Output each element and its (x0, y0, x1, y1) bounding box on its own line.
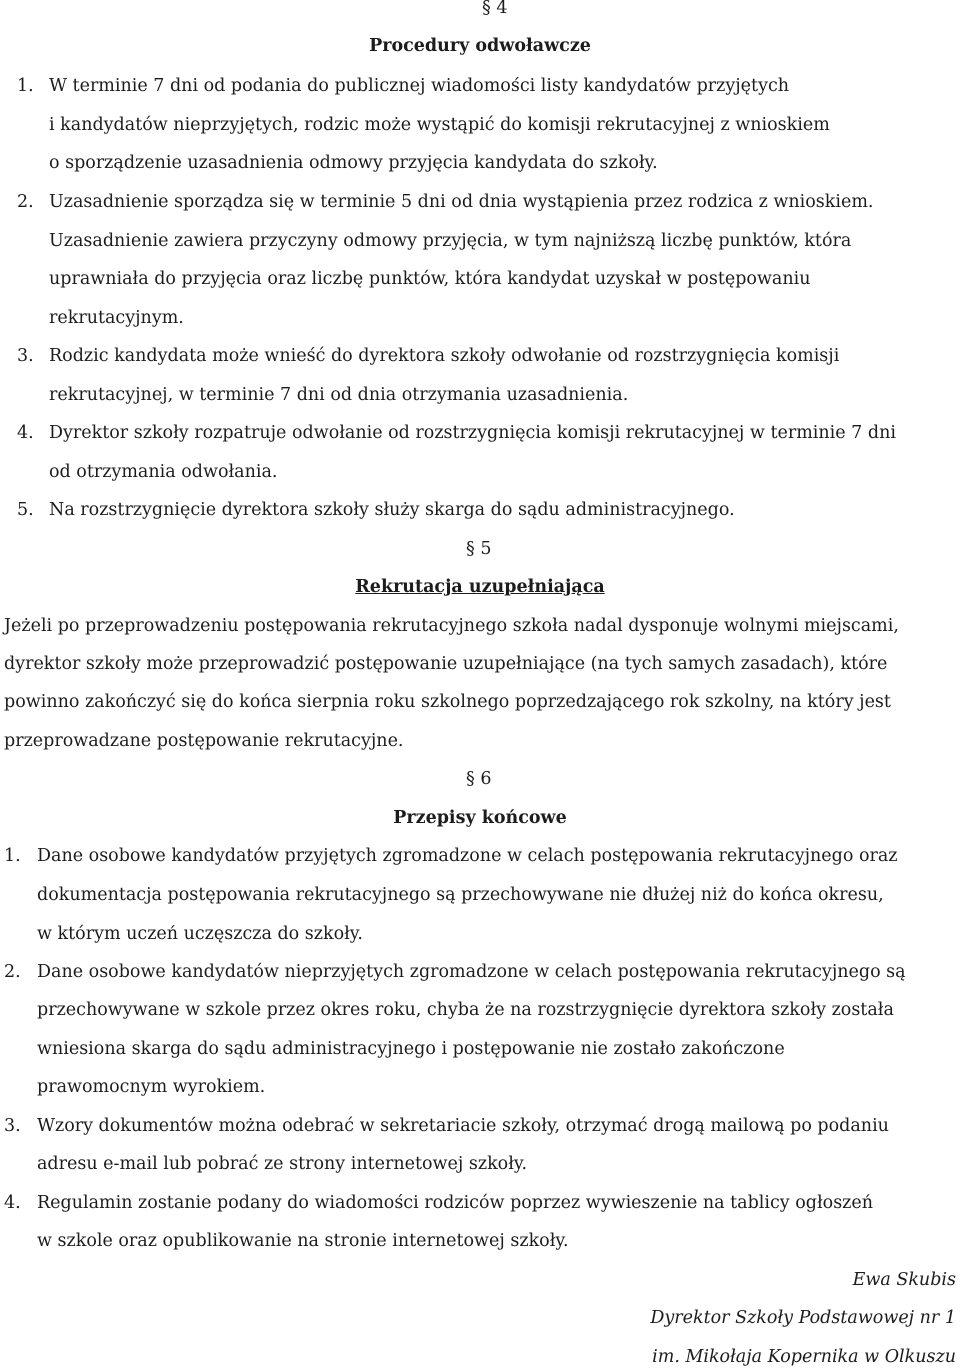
paragraph-line: uprawniała do przyjęcia oraz liczbę punktów, która kandydat uzyskał w postępowaniu (49, 269, 811, 289)
paragraph-line: Na rozstrzygnięcie dyrektora szkoły służy skarga do sądu administracyjnego. (49, 500, 735, 520)
paragraph-line: Regulamin zostanie podany do wiadomości rodziców poprzez wywieszenie na tablicy ogłoszeń (37, 1193, 874, 1213)
list-number: 5. (17, 500, 34, 520)
paragraph-line: Dane osobowe kandydatów przyjętych zgromadzone w celach postępowania rekrutacyjnego oraz (37, 846, 898, 866)
list-number: 1. (17, 76, 34, 96)
signature-name: Ewa Skubis (852, 1270, 956, 1290)
paragraph-line: wniesiona skarga do sądu administracyjnego i postępowanie nie zostało zakończone (37, 1039, 785, 1059)
paragraph-line: Uzasadnienie zawiera przyczyny odmowy przyjęcia, w tym najniższą liczbę punktów, która (49, 231, 852, 251)
paragraph-line: dyrektor szkoły może przeprowadzić postępowanie uzupełniające (na tych samych zasadach), które (4, 654, 888, 674)
paragraph-line: prawomocnym wyrokiem. (37, 1077, 266, 1097)
heading-procedury: Procedury odwoławcze (369, 36, 591, 56)
paragraph-line: w którym uczeń uczęszcza do szkoły. (37, 924, 363, 944)
paragraph-line: powinno zakończyć się do końca sierpnia roku szkolnego poprzedzającego rok szkolny, na który jest (4, 692, 891, 712)
paragraph-line: o sporządzenie uzasadnienia odmowy przyjęcia kandydata do szkoły. (49, 153, 658, 173)
list-number: 4. (17, 423, 34, 443)
paragraph-line: od otrzymania odwołania. (49, 462, 278, 482)
paragraph-line: rekrutacyjnym. (49, 308, 184, 328)
heading-rekrutacja: Rekrutacja uzupełniająca (355, 577, 605, 597)
section-mark-6: § 6 (466, 769, 492, 789)
paragraph-line: rekrutacyjnej, w terminie 7 dni od dnia otrzymania uzasadnienia. (49, 385, 629, 405)
list-number: 2. (4, 962, 21, 982)
list-number: 3. (4, 1116, 21, 1136)
section-mark-5: § 5 (466, 539, 492, 559)
paragraph-line: Dyrektor szkoły rozpatruje odwołanie od rozstrzygnięcia komisji rekrutacyjnej w terminie 7 dni (49, 423, 896, 443)
list-number: 1. (4, 846, 21, 866)
paragraph-line: adresu e-mail lub pobrać ze strony internetowej szkoły. (37, 1154, 528, 1174)
signature-title: Dyrektor Szkoły Podstawowej nr 1 (650, 1308, 956, 1328)
paragraph-line: Uzasadnienie sporządza się w terminie 5 dni od dnia wystąpienia przez rodzica z wnioskiem. (49, 192, 874, 212)
paragraph-line: Dane osobowe kandydatów nieprzyjętych zgromadzone w celach postępowania rekrutacyjnego są (37, 962, 906, 982)
paragraph-line: przeprowadzane postępowanie rekrutacyjne. (4, 731, 404, 751)
paragraph-line: Wzory dokumentów można odebrać w sekretariacie szkoły, otrzymać drogą mailową po podaniu (37, 1116, 889, 1136)
paragraph-line: dokumentacja postępowania rekrutacyjnego są przechowywane nie dłużej niż do końca okresu, (37, 885, 884, 905)
paragraph-line: Rodzic kandydata może wnieść do dyrektora szkoły odwołanie od rozstrzygnięcia komisji (49, 346, 840, 366)
section-mark-4: § 4 (482, 0, 508, 18)
list-number: 2. (17, 192, 34, 212)
paragraph-line: przechowywane w szkole przez okres roku, chyba że na rozstrzygnięcie dyrektora szkoły została (37, 1000, 894, 1020)
signature-school: im. Mikołaja Kopernika w Olkuszu (652, 1347, 956, 1367)
heading-przepisy: Przepisy końcowe (393, 808, 567, 828)
paragraph-line: W terminie 7 dni od podania do publicznej wiadomości listy kandydatów przyjętych (49, 76, 790, 96)
paragraph-line: i kandydatów nieprzyjętych, rodzic może wystąpić do komisji rekrutacyjnej z wnioskiem (49, 115, 830, 135)
list-number: 4. (4, 1193, 21, 1213)
paragraph-line: w szkole oraz opublikowanie na stronie internetowej szkoły. (37, 1231, 569, 1251)
paragraph-line: Jeżeli po przeprowadzeniu postępowania rekrutacyjnego szkoła nadal dysponuje wolnymi miejscami, (4, 616, 899, 636)
list-number: 3. (17, 346, 34, 366)
